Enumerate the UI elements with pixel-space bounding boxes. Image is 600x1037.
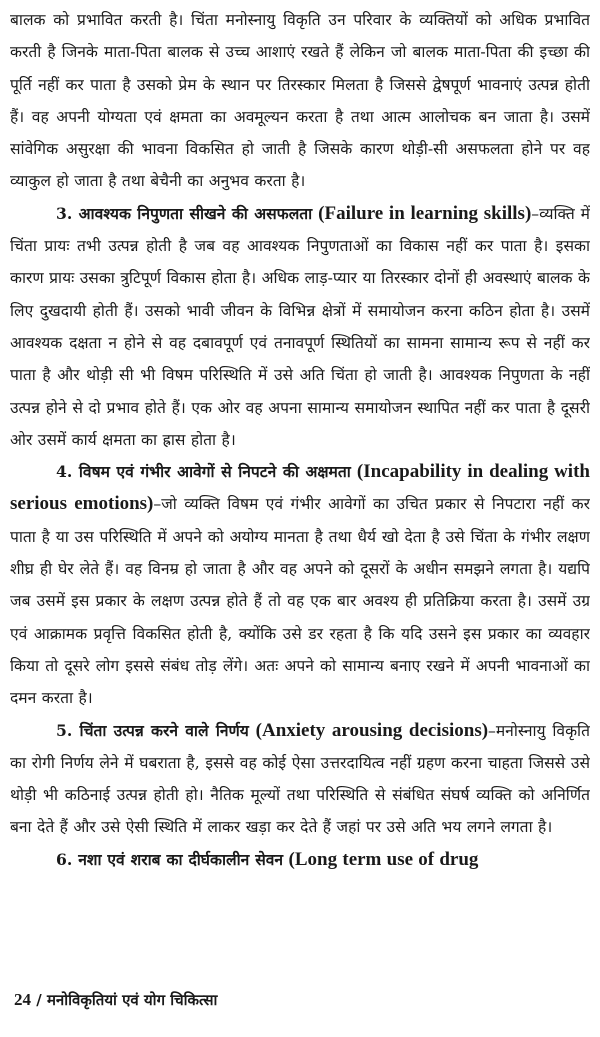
section-4-paragraph	[10, 456, 590, 714]
section-6-heading-hindi: 6. नशा एवं शराब का दीर्घकालीन सेवन	[56, 849, 284, 869]
section-3-paragraph	[10, 198, 590, 456]
section-4-heading-hindi: 4. विषम एवं गंभीर आवेगों से निपटने की अक्षमता	[56, 462, 351, 482]
book-title: मनोविकृतियां एवं योग चिकित्सा	[46, 991, 218, 1009]
section-3-dash: –	[531, 204, 540, 223]
footer-separator: /	[36, 991, 42, 1009]
section-3-heading-hindi: 3. आवश्यक निपुणता सीखने की असफलता	[56, 203, 313, 223]
section-5-dash: –	[488, 721, 496, 740]
section-6-heading-english: (Long term use of drug	[288, 848, 479, 870]
page-footer	[14, 990, 217, 1010]
section-6-paragraph	[10, 844, 590, 876]
section-3-heading-english: (Failure in learning skills)	[318, 202, 532, 224]
section-4-dash: –	[153, 495, 162, 514]
section-5-body: मनोस्नायु विकृति का रोगी निर्णय लेने में घबराता है, इससे वह कोई ऐसा उत्तरदायित्व नहीं ग्रहण करना चाहता जिससे उसे थोड़ी भी कठिनाई उत्पन्न होती हो। नैतिक मूल्यों तथा परिस्थिति से संबंधित संघर्ष व्यक्ति को अनिर्णित बना देते हैं और उसे ऐसी स्थिति में लाकर खड़ा कर देते हैं जहां पर उसे अति भय लगने लगता है।	[10, 721, 590, 837]
page-body	[10, 4, 590, 974]
page-number: 24	[14, 990, 31, 1009]
intro-paragraph: बालक को प्रभावित करती है। चिंता मनोस्नायु विकृति उन परिवार के व्यक्तियों को अधिक प्रभावित करती है जिनके माता-पिता बालक से उच्च आशाएं रखते हैं लेकिन जो बालक माता-पिता की इच्छा की पूर्ति नहीं कर पाता है उसको प्रेम के स्थान पर तिरस्कार मिलता है जिससे द्वेषपूर्ण भावनाएं उत्पन्न होती हैं। वह अपनी योग्यता एवं क्षमता का अवमूल्यन करता है तथा आत्म आलोचक बन जाता है। उसमें सांवेगिक असुरक्षा की भावना विकसित हो जाती है जिसके कारण थोड़ी-सी असफलता होने पर वह व्याकुल हो जाता है तथा बेचैनी का अनुभव करता है।	[10, 11, 590, 191]
section-5-heading-hindi: 5. चिंता उत्पन्न करने वाले निर्णय	[56, 720, 249, 740]
section-4-body: जो व्यक्ति विषम एवं गंभीर आवेगों का उचित प्रकार से निपटारा नहीं कर पाता है या उस परिस्थिति में अपने को अयोग्य मानता है तथा धैर्य खो देता है उसे चिंता के गंभीर लक्षण शीघ्र ही घेर लेते हैं। वह विनम्र हो जाता है और वह अपने को दूसरों के अधीन समझने लगता है। यद्यपि जब उसमें इस प्रकार के लक्षण उत्पन्न होते हैं तो वह एक बार अवश्य ही प्रतिक्रिया करता है। उसमें उग्र एवं आक्रामक प्रवृत्ति विकसित होती है, क्योंकि उसे डर रहता है कि यदि उसने इस प्रकार का व्यवहार किया तो दूसरे लोग इससे संबंध तोड़ लेंगे। अतः अपने को सामान्य बनाए रखने में अपनी भावनाओं का दमन करता है।	[10, 495, 590, 708]
section-3-body: व्यक्ति में चिंता प्रायः तभी उत्पन्न होती है जब वह आवश्यक निपुणताओं का विकास नहीं कर पाता है। इसका कारण प्रायः उसका त्रुटिपूर्ण विकास होता है। अधिक लाड़-प्यार या तिरस्कार दोनों ही अवस्थाएं बालक के लिए दुखदायी होती हैं। उसको भावी जीवन के विभिन्न क्षेत्रों में समायोजन करना कठिन होता है। उसमें आवश्यक दक्षता न होने से वह दबावपूर्ण एवं तनावपूर्ण स्थितियों का सामना सामान्य रूप से नहीं कर पाता है और थोड़ी सी भी विषम परिस्थिति में उसे अति चिंता हो जाती है। आवश्यक निपुणता के नहीं उत्पन्न होने से दो प्रभाव होते हैं। एक ओर वह अपना सामान्य समायोजन स्थापित नहीं कर पाता है दूसरी ओर उसमें कार्य क्षमता का ह्रास होता है।	[10, 204, 590, 449]
section-5-paragraph	[10, 715, 590, 844]
section-4-heading-english: (Incapability in dealing with serious emotions)	[10, 461, 590, 515]
section-5-heading-english: (Anxiety arousing decisions)	[255, 719, 489, 741]
